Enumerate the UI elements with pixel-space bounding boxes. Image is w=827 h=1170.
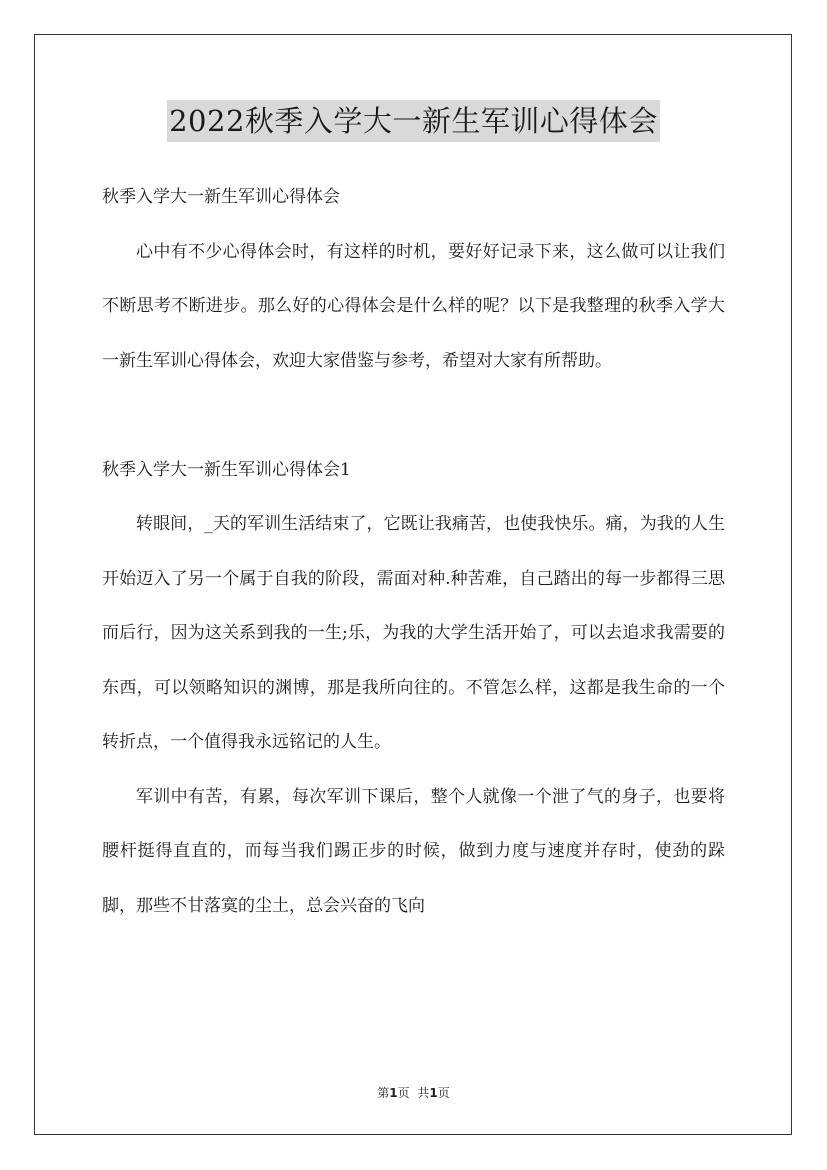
- page-total-suffix: 页: [437, 1086, 450, 1100]
- page-number-suffix: 页: [397, 1086, 410, 1100]
- page-total: 1: [429, 1086, 438, 1100]
- page-footer: [0, 1084, 827, 1101]
- page-number-current: 1: [389, 1086, 398, 1100]
- body-paragraph: 军训中有苦，有累，每次军训下课后，整个人就像一个泄了气的身子，也要将腰杆挺得直直的，而每当我们踢正步的时候，做到力度与速度并存时，使劲的跺脚，那些不甘落寞的尘土，总会兴奋的飞向: [102, 786, 725, 916]
- page-number-prefix: 第: [377, 1086, 390, 1100]
- intro-heading: 秋季入学大一新生军训心得体会: [102, 187, 340, 207]
- document-title: 2022秋季入学大一新生军训心得体会: [167, 100, 660, 142]
- document-body: [102, 170, 725, 933]
- section-heading: 秋季入学大一新生军训心得体会1: [102, 459, 351, 480]
- paragraph-spacer: [102, 388, 725, 443]
- intro-paragraph: 心中有不少心得体会时，有这样的时机，要好好记录下来，这么做可以让我们不断思考不断进步。那么好的心得体会是什么样的呢？以下是我整理的秋季入学大一新生军训心得体会，欢迎大家借鉴与参考，希望对大家有所帮助。: [102, 241, 725, 371]
- page-total-prefix: 共: [417, 1086, 430, 1100]
- body-paragraph: 转眼间，_天的军训生活结束了，它既让我痛苦，也使我快乐。痛，为我的人生开始迈入了另一个属于自我的阶段，需面对种.种苦难，自己踏出的每一步都得三思而后行，因为这关系到我的一生;乐，为我的大学生活开始了，可以去追求我需要的东西，可以领略知识的渊博，那是我所向往的。不管怎么样，这都是我生命的一个转折点，一个值得我永远铭记的人生。: [102, 514, 725, 752]
- document-title-container: [0, 100, 827, 142]
